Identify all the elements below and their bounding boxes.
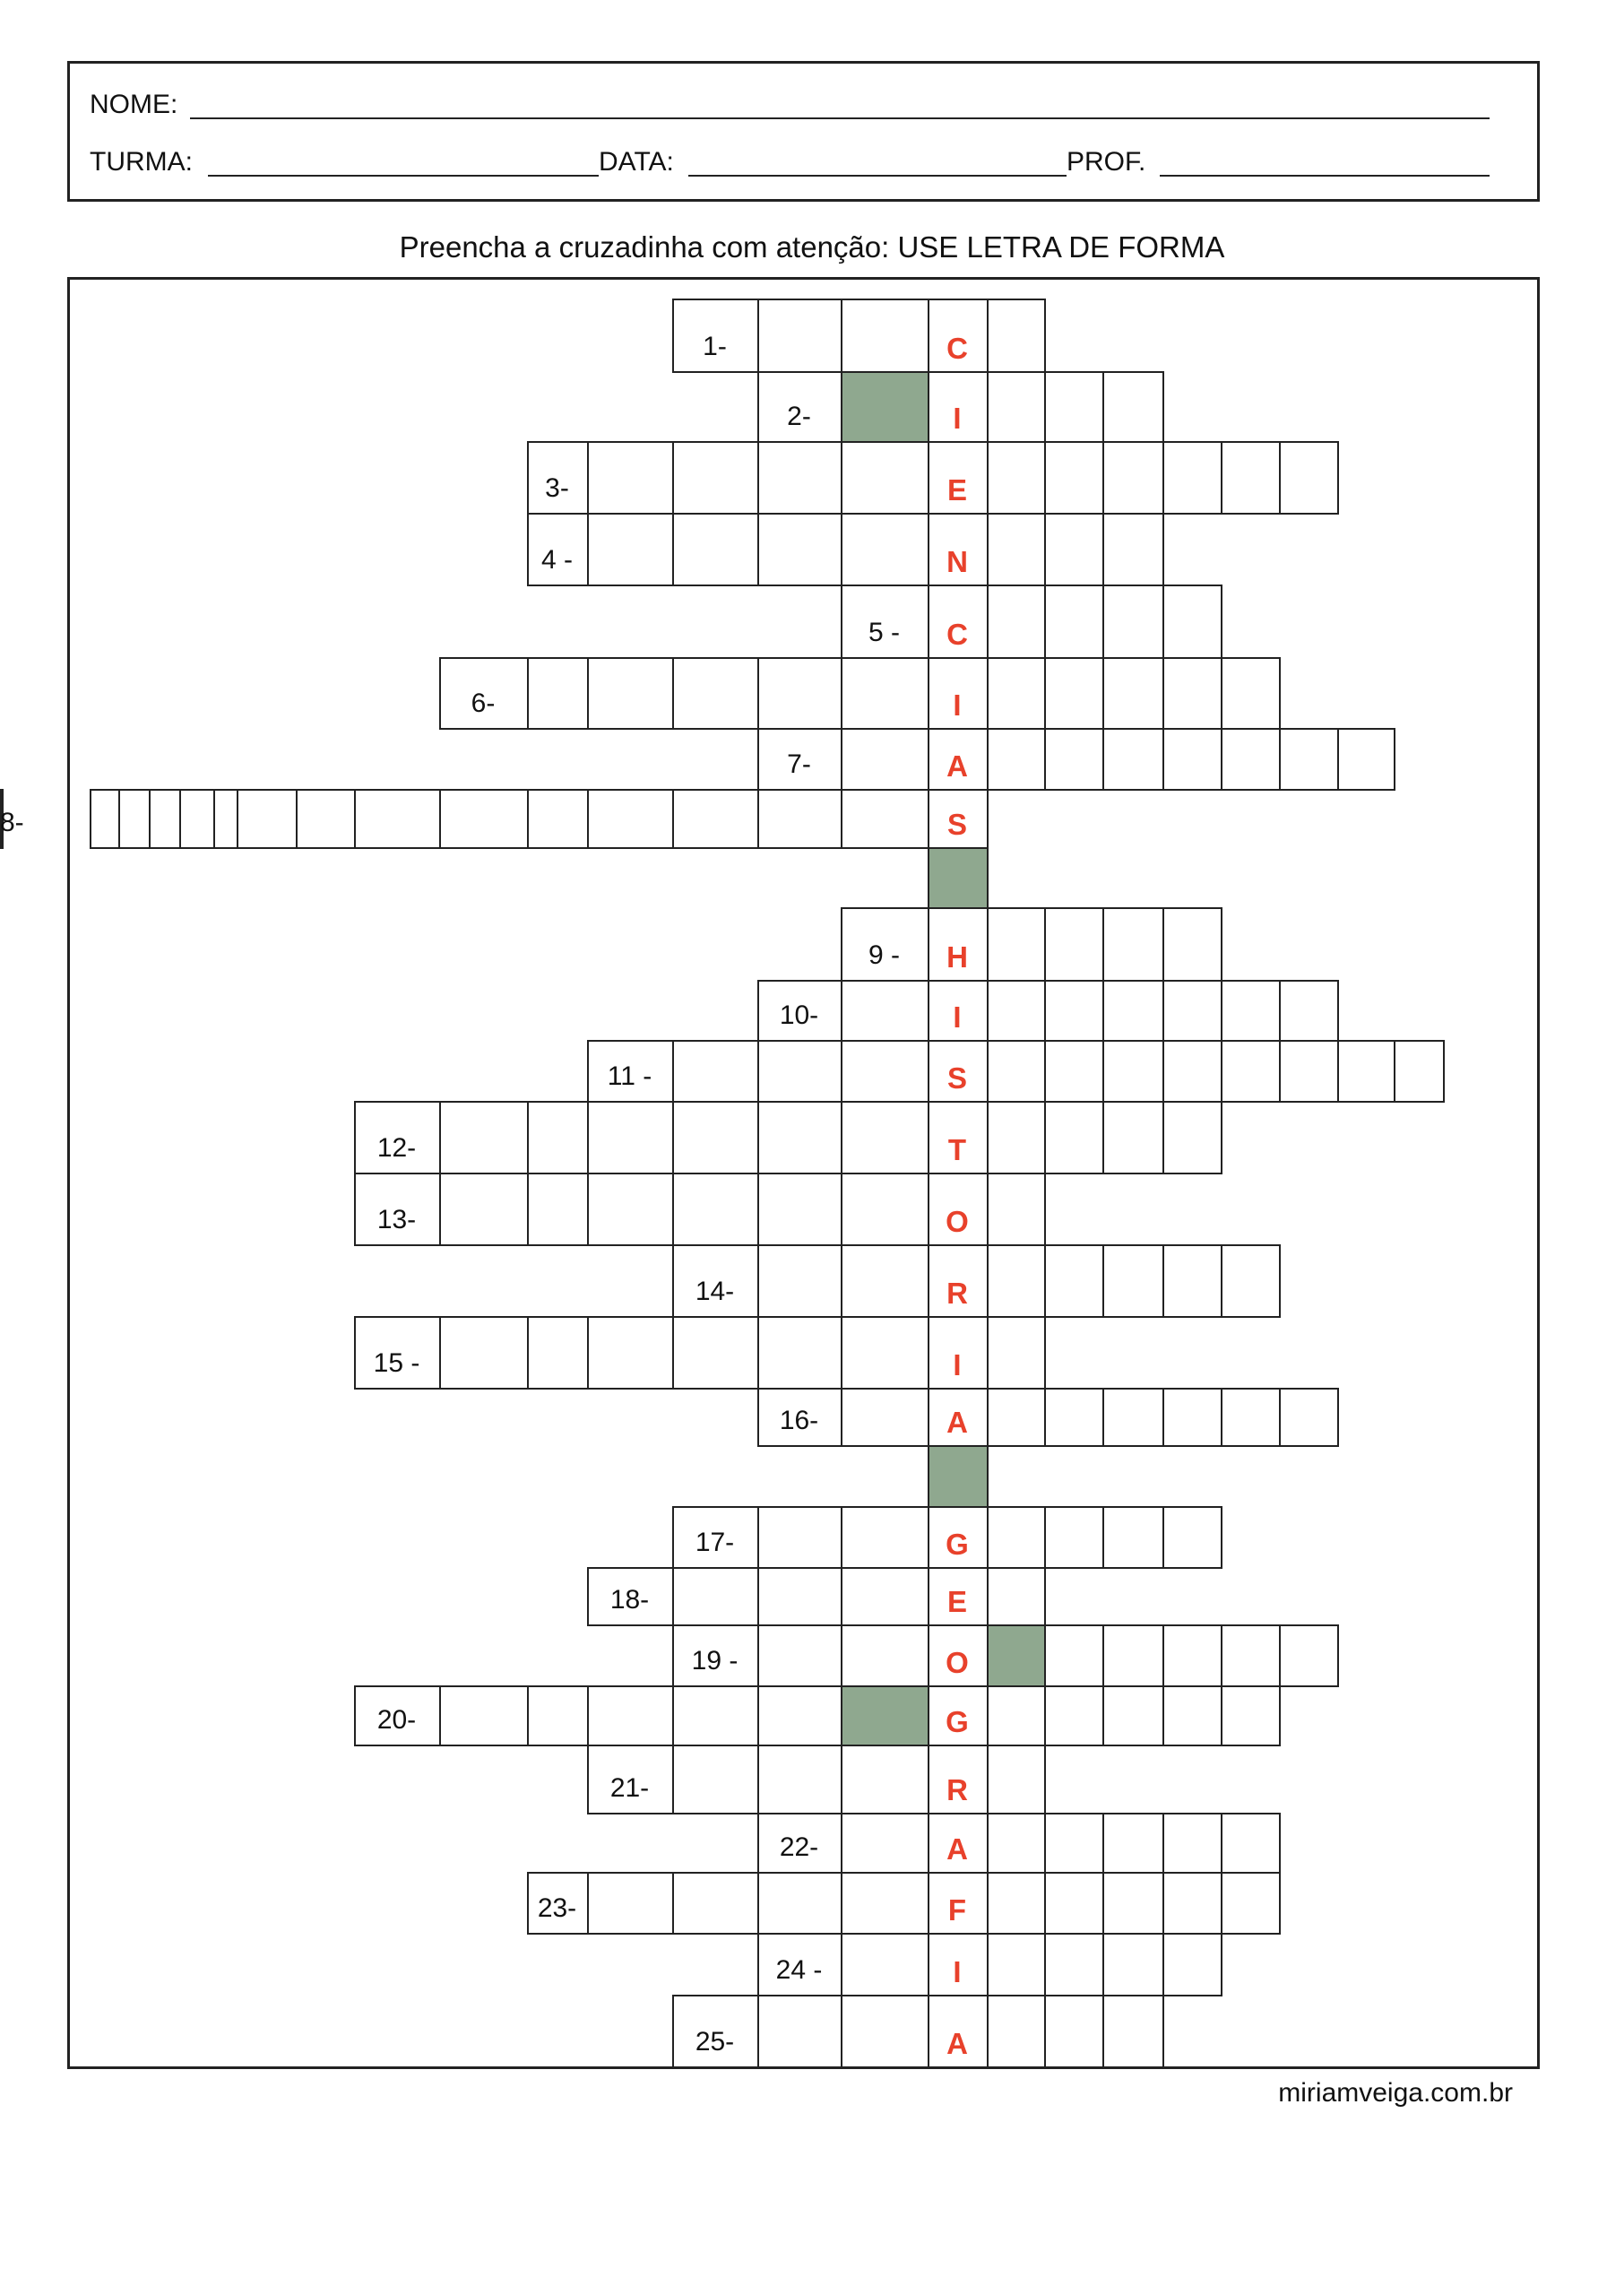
answer-cell[interactable]	[1162, 1244, 1222, 1318]
vertical-letter: I	[953, 1955, 962, 1988]
vertical-letter: R	[946, 1773, 968, 1806]
answer-cell[interactable]	[1162, 1872, 1222, 1935]
answer-cell[interactable]	[439, 1316, 529, 1390]
answer-cell[interactable]	[1044, 657, 1104, 730]
answer-cell[interactable]	[672, 513, 759, 586]
vertical-letter: A	[946, 1832, 968, 1866]
clue-number: 10-	[779, 1000, 819, 1030]
answer-cell[interactable]	[439, 1101, 529, 1174]
clue-number: 13-	[376, 1205, 417, 1234]
answer-cell[interactable]	[757, 1040, 842, 1103]
answer-cell[interactable]	[1337, 1040, 1395, 1103]
answer-cell[interactable]	[1162, 1388, 1222, 1447]
answer-cell[interactable]	[1044, 1872, 1104, 1935]
answer-cell[interactable]	[1044, 1813, 1104, 1874]
answer-cell[interactable]	[587, 1173, 674, 1246]
answer-cell[interactable]	[841, 1506, 929, 1569]
answer-cell[interactable]	[1162, 1040, 1222, 1103]
answer-cell[interactable]	[1221, 441, 1281, 515]
answer-cell[interactable]	[1337, 728, 1395, 791]
clue-number: 4 -	[540, 545, 573, 575]
answer-cell[interactable]	[841, 728, 929, 791]
clue-number: 21-	[609, 1773, 650, 1803]
answer-cell[interactable]	[527, 657, 589, 730]
clue-number: 7-	[787, 749, 811, 779]
answer-cell[interactable]	[841, 1173, 929, 1246]
answer-cell[interactable]	[841, 1316, 929, 1390]
answer-cell[interactable]	[1279, 1388, 1339, 1447]
answer-cell[interactable]	[1044, 1244, 1104, 1318]
answer-cell[interactable]	[987, 1933, 1046, 1996]
clue-number: 25-	[695, 2027, 735, 2057]
answer-cell[interactable]	[1279, 728, 1339, 791]
answer-cell[interactable]	[757, 299, 842, 373]
answer-cell[interactable]	[987, 1685, 1046, 1746]
answer-cell[interactable]	[1044, 728, 1104, 791]
answer-cell[interactable]	[587, 1685, 674, 1746]
vertical-letter: O	[946, 1205, 969, 1238]
answer-cell[interactable]	[179, 789, 215, 849]
answer-cell[interactable]	[1044, 1506, 1104, 1569]
answer-cell[interactable]	[757, 441, 842, 515]
vertical-letter: E	[946, 473, 967, 507]
date-label: DATA:	[599, 147, 674, 177]
answer-cell[interactable]	[1221, 1388, 1281, 1447]
answer-cell[interactable]	[1162, 1506, 1222, 1569]
answer-cell[interactable]	[672, 1173, 759, 1246]
vertical-letter: A	[946, 2027, 968, 2060]
answer-cell[interactable]	[149, 789, 181, 849]
vertical-letter: R	[946, 1277, 968, 1310]
clue-number: 11 -	[607, 1061, 652, 1091]
answer-cell[interactable]	[1221, 728, 1281, 791]
answer-cell[interactable]	[587, 1101, 674, 1174]
answer-cell[interactable]	[987, 1173, 1046, 1246]
answer-cell[interactable]	[757, 1624, 842, 1687]
answer-cell[interactable]	[841, 657, 929, 730]
answer-cell[interactable]	[841, 1101, 929, 1174]
answer-cell[interactable]	[672, 441, 759, 515]
answer-cell[interactable]	[1162, 1101, 1222, 1174]
answer-cell[interactable]	[841, 1388, 929, 1447]
answer-cell[interactable]	[757, 1567, 842, 1626]
answer-cell[interactable]	[987, 907, 1046, 982]
answer-cell[interactable]	[1044, 513, 1104, 586]
answer-cell[interactable]	[1102, 1872, 1164, 1935]
clue-number: 19 -	[691, 1646, 739, 1676]
clue-number: 8-	[0, 808, 24, 837]
clue-number: 12-	[376, 1133, 417, 1163]
answer-cell[interactable]	[1221, 657, 1281, 730]
answer-cell[interactable]	[1279, 1040, 1339, 1103]
answer-cell[interactable]	[527, 789, 589, 849]
vertical-letter: O	[946, 1646, 969, 1679]
clue-number: 1-	[703, 332, 727, 361]
vertical-letter: F	[947, 1893, 967, 1927]
answer-cell[interactable]	[841, 789, 929, 849]
answer-cell[interactable]	[757, 1173, 842, 1246]
answer-cell[interactable]	[672, 1685, 759, 1746]
clue-number: 9 -	[868, 940, 900, 970]
separator-cell	[928, 1445, 989, 1508]
answer-cell[interactable]	[672, 1101, 759, 1174]
clue-number: 24 -	[775, 1955, 823, 1985]
vertical-letter: I	[953, 402, 962, 435]
answer-cell[interactable]	[841, 1933, 929, 1996]
class-field[interactable]	[208, 175, 599, 177]
answer-cell[interactable]	[1044, 1995, 1104, 2068]
vertical-letter: A	[946, 1406, 968, 1439]
answer-cell[interactable]	[1394, 1040, 1445, 1103]
answer-cell[interactable]	[841, 980, 929, 1042]
teacher-field[interactable]	[1160, 175, 1490, 177]
answer-cell[interactable]	[1221, 1813, 1281, 1874]
answer-cell[interactable]	[757, 1685, 842, 1746]
answer-cell[interactable]	[1044, 1101, 1104, 1174]
answer-cell[interactable]	[1102, 907, 1164, 982]
answer-cell[interactable]	[1102, 728, 1164, 791]
answer-cell[interactable]	[987, 371, 1046, 443]
answer-cell[interactable]	[987, 1040, 1046, 1103]
answer-cell[interactable]	[237, 789, 298, 849]
clue-number: 5 -	[868, 618, 900, 647]
answer-cell[interactable]	[987, 585, 1046, 659]
vertical-letter: E	[946, 1585, 967, 1618]
clue-number: 22-	[779, 1832, 819, 1862]
clue-number: 17-	[695, 1528, 735, 1557]
answer-cell[interactable]	[987, 1506, 1046, 1569]
answer-cell[interactable]	[841, 1624, 929, 1687]
vertical-letter: C	[946, 618, 968, 651]
answer-cell[interactable]	[1044, 1388, 1104, 1447]
answer-cell[interactable]	[672, 1040, 759, 1103]
answer-cell[interactable]	[1279, 980, 1339, 1042]
clue-number: 15 -	[373, 1348, 420, 1378]
instruction-text: Preencha a cruzadinha com atenção: USE LETRA DE FORMA	[399, 230, 1225, 264]
answer-cell[interactable]	[296, 789, 356, 849]
answer-cell[interactable]	[439, 1173, 529, 1246]
answer-cell[interactable]	[1044, 585, 1104, 659]
clue-number: 18-	[609, 1585, 650, 1615]
answer-cell[interactable]	[527, 1685, 589, 1746]
answer-cell[interactable]	[90, 789, 120, 849]
answer-cell[interactable]	[1102, 1244, 1164, 1318]
answer-cell[interactable]	[841, 1745, 929, 1814]
answer-cell[interactable]	[1279, 441, 1339, 515]
answer-cell[interactable]	[841, 1813, 929, 1874]
answer-cell[interactable]	[1102, 1040, 1164, 1103]
answer-cell[interactable]	[1102, 441, 1164, 515]
answer-cell[interactable]	[987, 1813, 1046, 1874]
answer-cell[interactable]	[439, 1685, 529, 1746]
answer-cell[interactable]	[672, 1567, 759, 1626]
answer-cell[interactable]	[672, 1872, 759, 1935]
answer-cell[interactable]	[841, 1567, 929, 1626]
answer-cell	[987, 1624, 1046, 1687]
answer-cell[interactable]	[1162, 728, 1222, 791]
answer-cell[interactable]	[1102, 585, 1164, 659]
vertical-letter: A	[946, 749, 968, 783]
answer-cell[interactable]	[1102, 1506, 1164, 1569]
answer-cell[interactable]	[987, 1316, 1046, 1390]
answer-cell[interactable]	[672, 1745, 759, 1814]
answer-cell[interactable]	[587, 513, 674, 586]
answer-cell[interactable]	[1044, 441, 1104, 515]
vertical-letter: S	[946, 808, 967, 841]
vertical-letter: H	[946, 940, 968, 974]
answer-cell[interactable]	[1102, 371, 1164, 443]
vertical-letter: G	[946, 1705, 969, 1738]
answer-cell[interactable]	[987, 299, 1046, 373]
answer-cell[interactable]	[987, 1388, 1046, 1447]
answer-cell[interactable]	[841, 1244, 929, 1318]
answer-cell[interactable]	[587, 789, 674, 849]
answer-cell[interactable]	[841, 1995, 929, 2068]
answer-cell[interactable]	[1221, 1624, 1281, 1687]
answer-cell[interactable]	[1102, 1101, 1164, 1174]
answer-cell[interactable]	[1162, 1813, 1222, 1874]
answer-cell[interactable]	[841, 513, 929, 586]
clue-number: 3-	[545, 473, 569, 503]
answer-cell[interactable]	[1102, 1933, 1164, 1996]
answer-cell[interactable]	[1102, 1995, 1164, 2068]
student-info-box	[67, 61, 1540, 202]
answer-cell[interactable]	[757, 513, 842, 586]
answer-cell[interactable]	[987, 1745, 1046, 1814]
answer-cell[interactable]	[987, 1244, 1046, 1318]
answer-cell[interactable]	[1044, 1624, 1104, 1687]
vertical-letter: I	[953, 1000, 962, 1034]
answer-cell[interactable]	[987, 441, 1046, 515]
answer-cell[interactable]	[1162, 441, 1222, 515]
answer-cell[interactable]	[757, 1244, 842, 1318]
answer-cell	[841, 371, 929, 443]
answer-cell[interactable]	[1044, 1685, 1104, 1746]
answer-cell[interactable]	[1102, 1624, 1164, 1687]
answer-cell[interactable]	[757, 1745, 842, 1814]
answer-cell[interactable]	[757, 1872, 842, 1935]
vertical-letter: C	[946, 332, 968, 365]
name-field[interactable]	[190, 117, 1490, 119]
answer-cell[interactable]	[354, 789, 441, 849]
vertical-letter: S	[946, 1061, 967, 1095]
answer-cell[interactable]	[987, 657, 1046, 730]
answer-cell[interactable]	[841, 1040, 929, 1103]
answer-cell[interactable]	[1102, 513, 1164, 586]
answer-cell[interactable]	[118, 789, 151, 849]
answer-cell[interactable]	[757, 1101, 842, 1174]
vertical-letter: I	[953, 1348, 962, 1381]
answer-cell[interactable]	[841, 299, 929, 373]
answer-cell[interactable]	[1162, 1933, 1222, 1996]
answer-cell[interactable]	[1044, 371, 1104, 443]
name-label: NOME:	[90, 90, 178, 119]
answer-cell[interactable]	[213, 789, 238, 849]
clue-number: 14-	[695, 1277, 735, 1306]
answer-cell[interactable]	[587, 1316, 674, 1390]
answer-cell[interactable]	[527, 1173, 589, 1246]
answer-cell[interactable]	[1221, 1872, 1281, 1935]
answer-cell[interactable]	[841, 1872, 929, 1935]
clue-number: 16-	[779, 1406, 819, 1435]
answer-cell[interactable]	[757, 789, 842, 849]
answer-cell[interactable]	[1044, 1040, 1104, 1103]
answer-cell[interactable]	[1221, 1244, 1281, 1318]
answer-cell[interactable]	[672, 1316, 759, 1390]
class-label: TURMA:	[90, 147, 193, 177]
answer-cell[interactable]	[757, 1506, 842, 1569]
separator-cell	[928, 847, 989, 909]
clue-number: 20-	[376, 1705, 417, 1735]
answer-cell[interactable]	[1044, 1933, 1104, 1996]
answer-cell[interactable]	[1102, 980, 1164, 1042]
answer-cell[interactable]	[1279, 1624, 1339, 1687]
answer-cell[interactable]	[1162, 907, 1222, 982]
answer-cell[interactable]	[672, 789, 759, 849]
vertical-letter: I	[953, 688, 962, 722]
vertical-letter: G	[946, 1528, 969, 1561]
vertical-letter: N	[946, 545, 968, 578]
answer-cell[interactable]	[757, 1316, 842, 1390]
answer-cell[interactable]	[587, 657, 674, 730]
answer-cell[interactable]	[987, 1101, 1046, 1174]
answer-cell[interactable]	[987, 728, 1046, 791]
answer-cell[interactable]	[841, 441, 929, 515]
answer-cell	[841, 1685, 929, 1746]
answer-cell[interactable]	[1044, 907, 1104, 982]
answer-cell[interactable]	[757, 657, 842, 730]
answer-cell[interactable]	[987, 1872, 1046, 1935]
answer-cell[interactable]	[987, 1567, 1046, 1626]
clue-number: 2-	[787, 402, 811, 431]
answer-cell[interactable]	[1102, 1388, 1164, 1447]
answer-cell[interactable]	[1162, 657, 1222, 730]
answer-cell[interactable]	[1044, 980, 1104, 1042]
answer-cell[interactable]	[1221, 1040, 1281, 1103]
teacher-label: PROF.	[1067, 147, 1146, 177]
answer-cell[interactable]	[527, 1316, 589, 1390]
answer-cell[interactable]	[1162, 1685, 1222, 1746]
answer-cell[interactable]	[987, 513, 1046, 586]
answer-cell[interactable]	[1162, 585, 1222, 659]
answer-cell[interactable]	[587, 1872, 674, 1935]
answer-cell[interactable]	[987, 980, 1046, 1042]
answer-cell[interactable]	[439, 789, 529, 849]
answer-cell[interactable]	[987, 1995, 1046, 2068]
clue-number: 6-	[471, 688, 496, 718]
clue-number: 23-	[537, 1893, 577, 1923]
answer-cell[interactable]	[587, 441, 674, 515]
date-field[interactable]	[688, 175, 1067, 177]
answer-cell[interactable]	[1221, 980, 1281, 1042]
answer-cell[interactable]	[1162, 1624, 1222, 1687]
vertical-letter: T	[947, 1133, 967, 1166]
answer-cell[interactable]	[1102, 1685, 1164, 1746]
website-url: miriamveiga.com.br	[1278, 2078, 1513, 2108]
answer-cell[interactable]	[1102, 1813, 1164, 1874]
answer-cell[interactable]	[527, 1101, 589, 1174]
answer-cell[interactable]	[1102, 657, 1164, 730]
answer-cell[interactable]	[1162, 980, 1222, 1042]
answer-cell[interactable]	[757, 1995, 842, 2068]
answer-cell[interactable]	[1221, 1685, 1281, 1746]
answer-cell[interactable]	[672, 657, 759, 730]
